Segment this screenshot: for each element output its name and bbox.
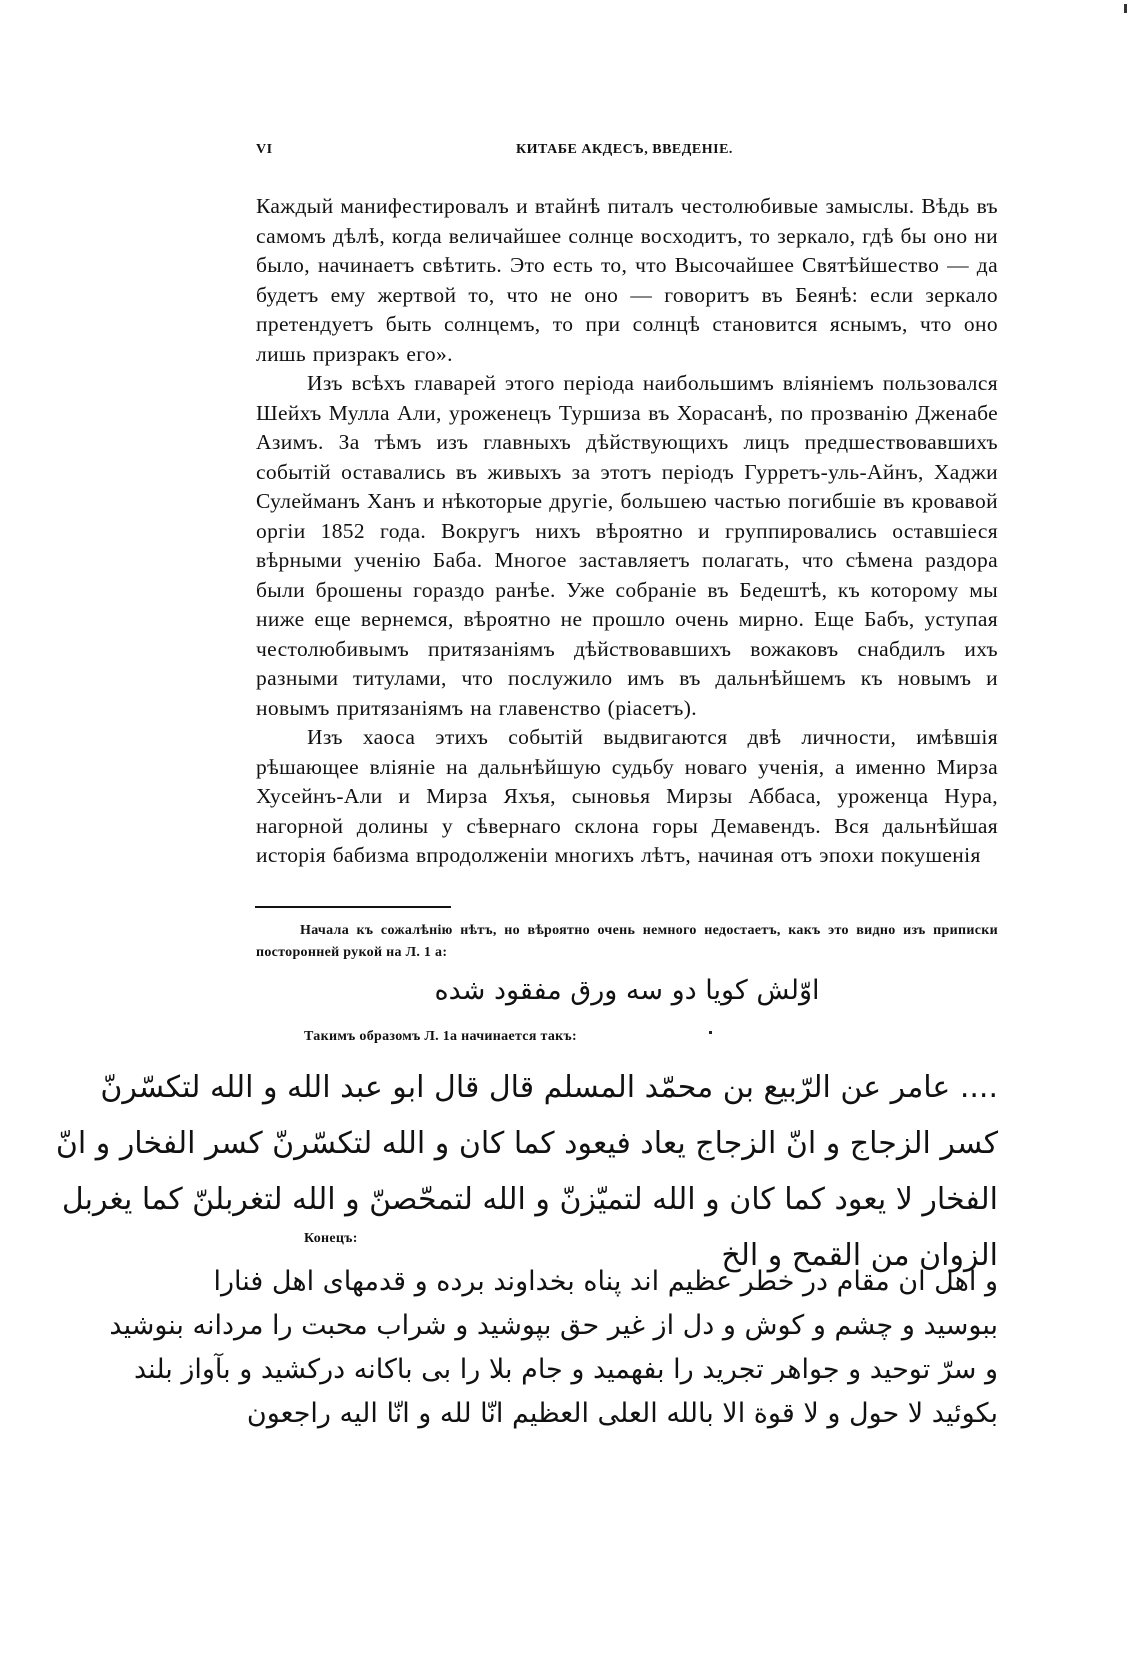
arabic-line: الزوان من القمح و الخ bbox=[721, 1238, 998, 1273]
arabic-beginning-text bbox=[55, 1060, 998, 1284]
arabic-marginal-note: اوّلش کویا دو سه ورق مفقود شده bbox=[434, 975, 820, 1006]
arabic-line: الفخار لا یعود کما کان و الله لتمیّزنّ و الله لتمحّصنّ و الله لتغربلنّ کما یغربل bbox=[61, 1182, 998, 1217]
footnote-rule bbox=[255, 906, 451, 908]
arabic-line: و اهل ان مقام در خطر عظیم اند پناه بخداوند برده و قدمهای اهل فنارا bbox=[213, 1266, 998, 1297]
scan-mark bbox=[709, 1031, 712, 1034]
paragraph: Изъ всѣхъ главарей этого періода наибольшимъ вліяніемъ пользовался Шейхъ Мулла Али, уроженецъ Туршиза въ Хорасанѣ, по прозванію Дженабе Азимъ. За тѣмъ изъ главныхъ дѣйствующихъ лицъ предшествовавшихъ событій оставались въ живыхъ за этотъ періодъ Гурретъ-уль-Айнъ, Хаджи Сулейманъ Ханъ и нѣкоторые другіе, большею частью погибшіе въ кровавой оргіи 1852 года. Вокругъ нихъ вѣроятно и группировались оставшіеся вѣрными ученію Баба. Многое заставляетъ полагать, что сѣмена раздора были брошены гораздо ранѣе. Уже собраніе въ Бедештѣ, къ которому мы ниже еще вернемся, вѣроятно не прошло очень мирно. Еще Бабъ, уступая честолюбивымъ притязаніямъ дѣйствовавшихъ вожаковъ снабдилъ ихъ разными титулами, что послужило имъ въ дальнѣйшемъ къ новымъ и новымъ притязаніямъ на главенство (ріасетъ). bbox=[256, 371, 998, 720]
running-title: КИТАБЕ АКДЕСЪ, ВВЕДЕНІЕ. bbox=[516, 142, 733, 157]
footnote-text: Начала къ сожалѣнію нѣтъ, но вѣроятно очень немного недостаетъ, какъ это видно изъ приписки посторонней рукой на Л. 1 а: bbox=[256, 923, 998, 960]
end-label: Конецъ: bbox=[304, 1231, 358, 1246]
arabic-line: و سرّ توحید و جواهر تجرید را بفهمید و جام بلا را بی باکانه درکشید و بآواز بلند bbox=[134, 1354, 998, 1385]
paragraph: Изъ хаоса этихъ событій выдвигаются двѣ личности, имѣвшія рѣшающее вліяніе на дальнѣйшую судьбу новаго ученія, а именно Мирза Хусейнъ-Али и Мирза Яхъя, сыновья Мирзы Аббаса, уроженца Нура, нагорной долины у сѣвернаго склона горы Демавендъ. Вся дальнѣйшая исторія бабизма впродолженіи многихъ лѣтъ, начиная отъ эпохи покушенія bbox=[256, 725, 998, 867]
arabic-end-text bbox=[109, 1260, 998, 1436]
arabic-line: کسر الزجاج و انّ الزجاج یعاد فیعود کما کان و الله لتکسّرنّ کسر الفخار و انّ bbox=[55, 1126, 998, 1161]
main-text bbox=[256, 192, 998, 871]
arabic-line: بکوئید لا حول و لا قوة الا بالله العلی العظیم انّا لله و انّا الیه راجعون bbox=[246, 1398, 998, 1429]
paragraph: Каждый манифестировалъ и втайнѣ питалъ честолюбивые замыслы. Вѣдь въ самомъ дѣлѣ, когда величайшее солнце восходитъ, то зеркало, гдѣ бы оно ни было, начинаетъ свѣтить. Это есть то, что Высочайшее Святѣйшество — да будетъ ему жертвой то, что не оно — говоритъ въ Беянѣ: если зеркало претендуетъ быть солнцемъ, то при солнцѣ становится яснымъ, что оно лишь призракъ его». bbox=[256, 194, 998, 366]
page-number: VI bbox=[256, 142, 273, 157]
arabic-line: ببوسید و چشم و کوش و دل از غیر حق بپوشید و شراب محبت را مردانه بنوشید bbox=[109, 1310, 998, 1341]
scan-mark bbox=[1124, 4, 1127, 13]
beginning-label: Такимъ образомъ Л. 1а начинается такъ: bbox=[304, 1029, 577, 1044]
page-header bbox=[256, 142, 996, 164]
arabic-line: .... عامر عن الرّبیع بن محمّد المسلم قال قال ابو عبد الله و الله لتکسّرنّ bbox=[100, 1070, 998, 1105]
